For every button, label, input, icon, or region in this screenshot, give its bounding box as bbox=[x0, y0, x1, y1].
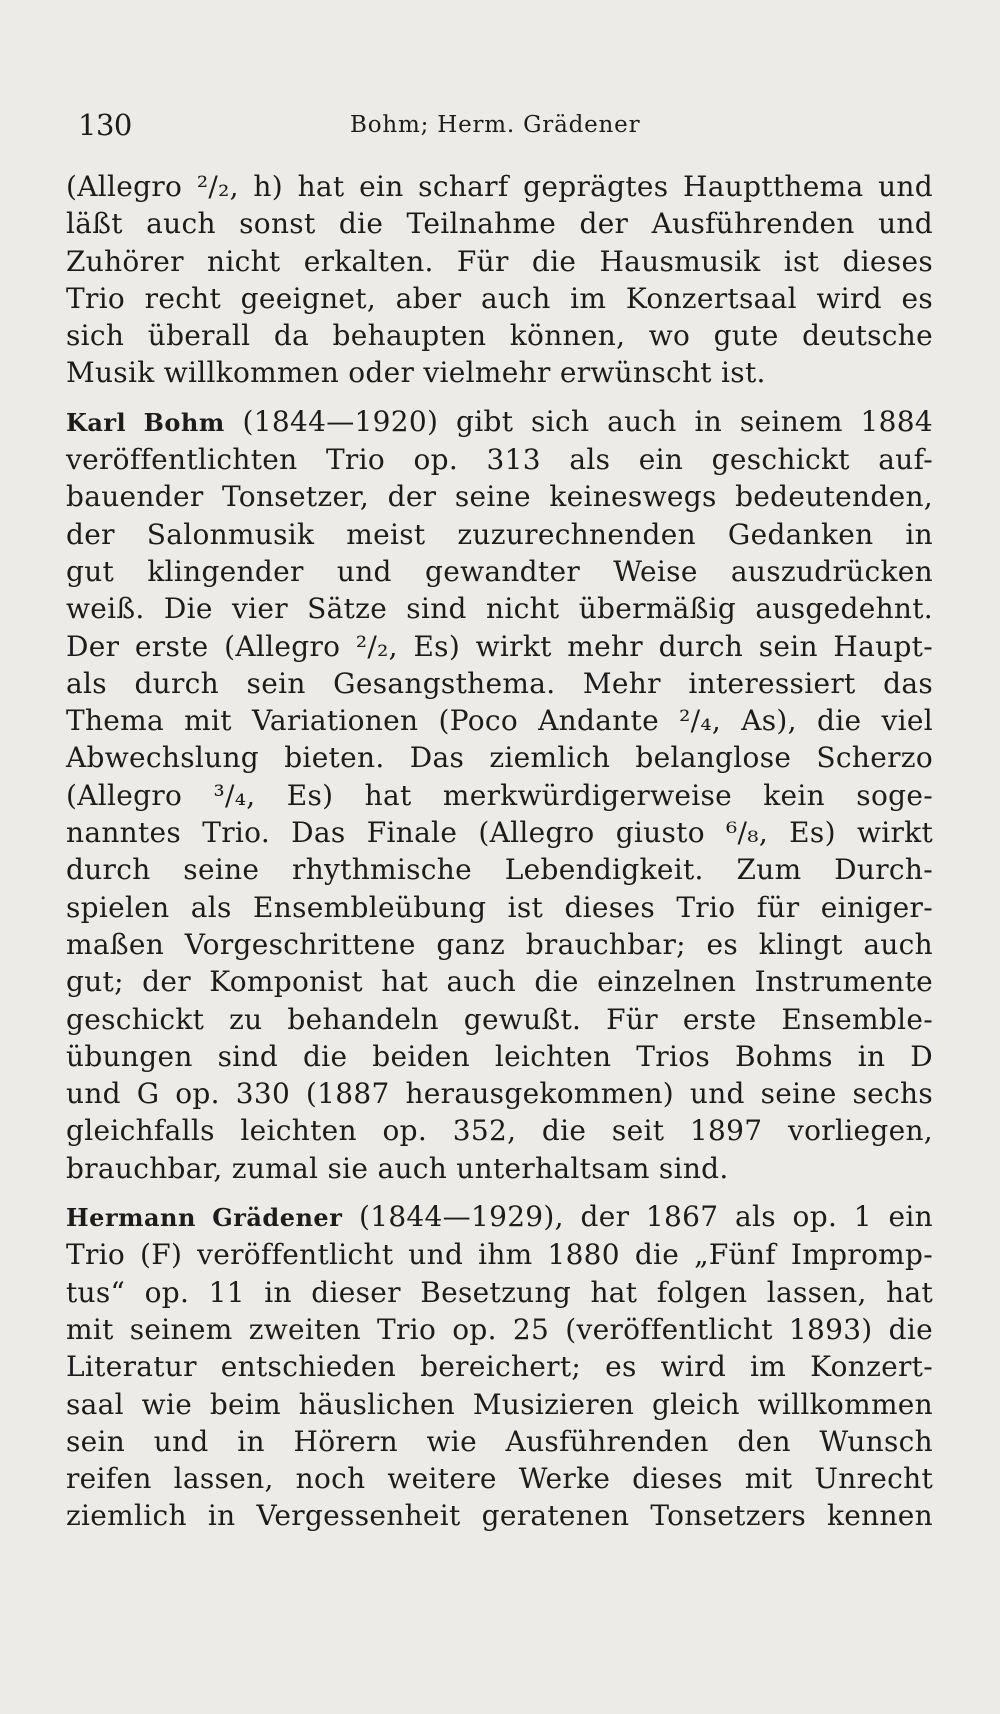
text-line: spielen als Ensembleübung ist dieses Trio für einiger- bbox=[66, 890, 933, 924]
composer-name-hermann-gradener: Hermann Grädener bbox=[66, 1203, 343, 1233]
text-line: Musik willkommen oder vielmehr erwünscht ist. bbox=[66, 356, 766, 390]
text-line: Trio (F) veröffentlicht und ihm 1880 die „Fünf Impromp- bbox=[66, 1238, 933, 1272]
page-header bbox=[78, 100, 938, 150]
text-line: Literatur entschieden bereichert; es wird im Konzert- bbox=[66, 1350, 933, 1384]
body-text bbox=[66, 168, 933, 1535]
text-line: sich überall da behaupten können, wo gute deutsche bbox=[66, 319, 933, 353]
text-line: und G op. 330 (1887 herausgekommen) und seine sechs bbox=[66, 1077, 933, 1111]
text-line: nanntes Trio. Das Finale (Allegro giusto ⁶/₈, Es) wirkt bbox=[66, 816, 933, 850]
text-line: durch seine rhythmische Lebendigkeit. Zum Durch- bbox=[66, 853, 933, 887]
text-line: Der erste (Allegro ²/₂, Es) wirkt mehr durch sein Haupt- bbox=[66, 629, 933, 663]
text-line: mit seinem zweiten Trio op. 25 (veröffentlicht 1893) die bbox=[66, 1312, 933, 1346]
text-line: brauchbar, zumal sie auch unterhaltsam sind. bbox=[66, 1151, 729, 1185]
text-line: übungen sind die beiden leichten Trios Bohms in D bbox=[66, 1039, 933, 1073]
paragraph-continuation bbox=[66, 168, 933, 392]
text-line: der Salonmusik meist zuzurechnenden Gedanken in bbox=[66, 517, 933, 551]
text-line: veröffentlichten Trio op. 313 als ein geschickt auf- bbox=[66, 443, 933, 477]
text-line: saal wie beim häuslichen Musizieren gleich willkommen bbox=[66, 1387, 933, 1421]
text-line: reifen lassen, noch weitere Werke dieses mit Unrecht bbox=[66, 1462, 933, 1496]
text-line bbox=[66, 1198, 933, 1236]
text-line: (Allegro ³/₄, Es) hat merkwürdigerweise kein soge- bbox=[66, 778, 933, 812]
composer-name-karl-bohm: Karl Bohm bbox=[66, 407, 225, 437]
text-line: geschickt zu behandeln gewußt. Für erste Ensemble- bbox=[66, 1002, 933, 1036]
running-head: Bohm; Herm. Grädener bbox=[350, 112, 641, 138]
text-line: Trio recht geeignet, aber auch im Konzertsaal wird es bbox=[66, 281, 933, 315]
paragraph-hermann-gradener bbox=[66, 1198, 933, 1535]
page-number: 130 bbox=[78, 108, 132, 142]
text-line: gut klingender und gewandter Weise auszudrücken bbox=[66, 554, 933, 588]
text-line: bauender Tonsetzer, der seine keineswegs bedeutenden, bbox=[66, 480, 933, 514]
text-line: Thema mit Variationen (Poco Andante ²/₄, As), die viel bbox=[66, 704, 933, 738]
text-line: Zuhörer nicht erkalten. Für die Hausmusik ist dieses bbox=[66, 244, 933, 278]
text-line: läßt auch sonst die Teilnahme der Ausführenden und bbox=[66, 207, 933, 241]
text-line: Abwechslung bieten. Das ziemlich belanglose Scherzo bbox=[66, 741, 933, 775]
text-line: (Allegro ²/₂, h) hat ein scharf geprägtes Hauptthema und bbox=[66, 170, 933, 203]
paragraph-karl-bohm bbox=[66, 403, 933, 1187]
text-line: gut; der Komponist hat auch die einzelnen Instrumente bbox=[66, 965, 933, 999]
text-line: ziemlich in Vergessenheit geratenen Tonsetzers kennen bbox=[66, 1499, 933, 1533]
text-line: als durch sein Gesangsthema. Mehr interessiert das bbox=[66, 666, 933, 700]
text-line: tus“ op. 11 in dieser Besetzung hat folgen lassen, hat bbox=[66, 1275, 933, 1309]
text-line: maßen Vorgeschrittene ganz brauchbar; es klingt auch bbox=[66, 927, 933, 961]
text-line bbox=[66, 403, 933, 441]
text-line: weiß. Die vier Sätze sind nicht übermäßig ausgedehnt. bbox=[66, 592, 933, 626]
text-line: sein und in Hörern wie Ausführenden den Wunsch bbox=[66, 1424, 933, 1458]
text-line: gleichfalls leichten op. 352, die seit 1897 vorliegen, bbox=[66, 1114, 933, 1148]
text-fragment: (1844—1920) gibt sich auch in seinem 1884 bbox=[224, 404, 933, 438]
text-fragment: (1844—1929), der 1867 als op. 1 ein bbox=[342, 1200, 933, 1234]
